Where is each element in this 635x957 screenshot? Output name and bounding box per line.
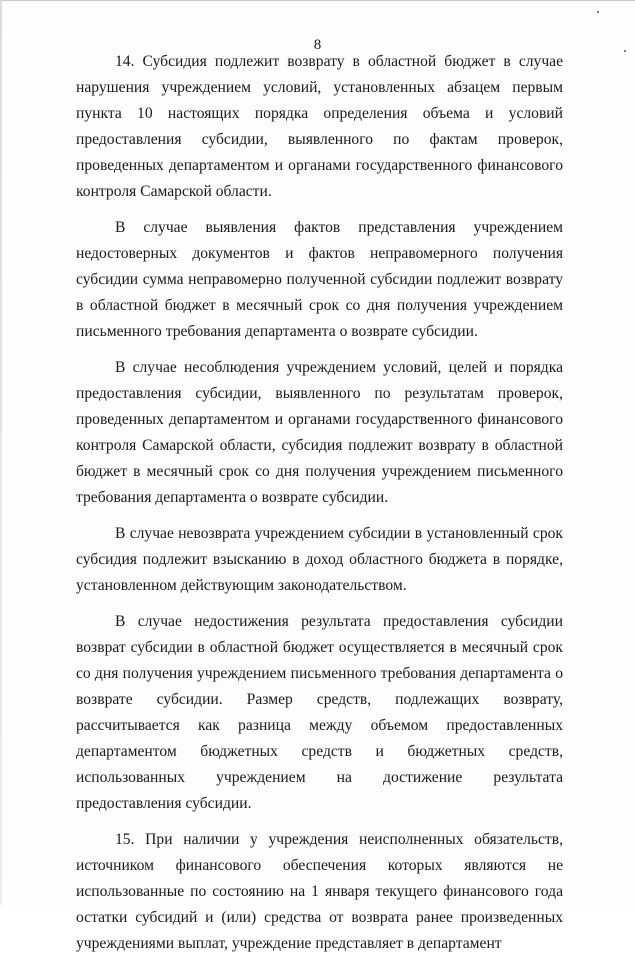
paragraph-3: В случае несоблюдения учреждением условий, целей и порядка предоставления субсидии, выявленного по результатам проверок, проведенных департаментом и органами государственного финансового контроля Самарской области, субсидия подлежит возврату в областной бюджет в месячный срок со дня получения учреждением письменного требования департамента о возврате субсидии. [76, 359, 563, 506]
paragraph-4: В случае невозврата учреждением субсидии в установленный срок субсидия подлежит взысканию в доход областного бюджета в порядке, установленном действующим законодательством. [76, 525, 563, 594]
document-body [76, 49, 563, 957]
page-number: 8 [313, 37, 322, 53]
scan-speck [597, 11, 599, 13]
paragraph-1: 14. Субсидия подлежит возврату в областной бюджет в случае нарушения учреждением условий, установленных абзацем первым пункта 10 настоящих порядка определения объема и условий предоставления субсидии, выявленного по фактам проверок, проведенных департаментом и органами государственного финансового контроля Самарской области. [76, 53, 563, 200]
paragraph-6: 15. При наличии у учреждения неисполненных обязательств, источником финансового обеспечения которых являются не использованные по состоянию на 1 января текущего финансового года остатки субсидий и (или) средства от возврата ранее произведенных учреждениями выплат, учреждение представляет в департамент [76, 831, 563, 952]
paragraph-2: В случае выявления фактов представления учреждением недостоверных документов и фактов неправомерного получения субсидии сумма неправомерно полученной субсидии подлежит возврату в областной бюджет в месячный срок со дня получения учреждением письменного требования департамента о возврате субсидии. [76, 219, 563, 340]
page-left-edge [0, 0, 2, 905]
page-top-edge [0, 0, 635, 1]
paragraph-5: В случае недостижения результата предоставления субсидии возврат субсидии в областной бюджет осуществляется в месячный срок со дня получения учреждением письменного требования департамента о возврате субсидии. Размер средств, подлежащих возврату, рассчитывается как разница между объемом предоставленных департаментом бюджетных средств и бюджетных средств, использованных учреждением на достижение результата предоставления субсидии. [76, 613, 563, 812]
